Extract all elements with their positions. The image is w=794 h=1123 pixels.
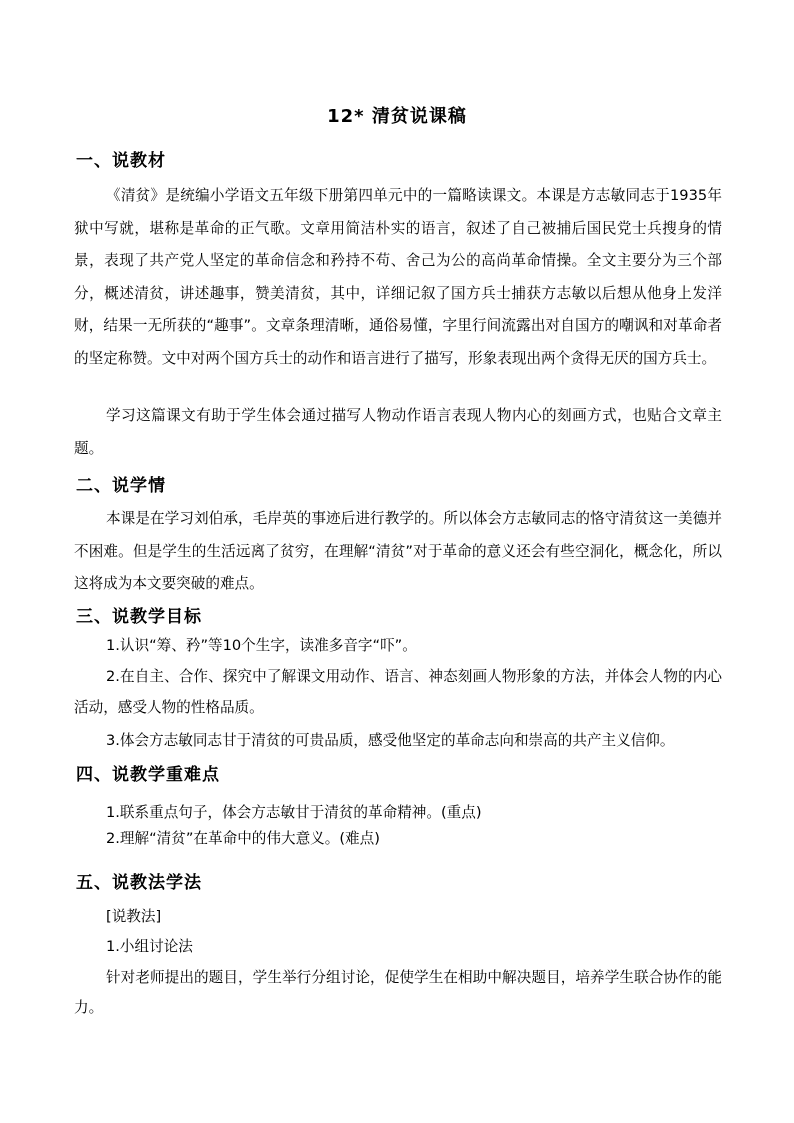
method-item-1: 1.小组讨论法 bbox=[106, 938, 193, 955]
document-title: 12* 清贫说课稿 bbox=[327, 106, 467, 127]
textbook-paragraph-2: 学习这篇课文有助于学生体会通过描写人物动作语言表现人物内心的刻画方式，也贴合文章主题。 bbox=[74, 407, 722, 457]
textbook-paragraph-1: 《清贫》是统编小学语文五年级下册第四单元中的一篇略读课文。本课是方志敏同志于1935年狱中写就，堪称是革命的正气歌。文章用简洁朴实的语言，叙述了自己被捕后国民党士兵搜身的情景，表现了共产党人坚定的革命信念和矜持不苟、舍己为公的高尚革命情操。全文主要分为三个部分，概述清贫，讲述趣事，赞美清贫，其中，详细记叙了国方兵士捕获方志敏以后想从他身上发洋财，结果一无所获的“趣事”。文章条理清晰，通俗易懂，字里行间流露出对自国方的嘲讽和对革命者的坚定称赞。文中对两个国方兵士的动作和语言进行了描写，形象表现出两个贪得无厌的国方兵士。 bbox=[74, 187, 722, 367]
section-heading-learners: 二、说学情 bbox=[76, 476, 166, 496]
objective-item-1: 1.认识“筹、矜”等10个生字，读准多音字“吓”。 bbox=[106, 637, 417, 654]
learners-paragraph: 本课是在学习刘伯承，毛岸英的事迹后进行教学的。所以体会方志敏同志的恪守清贫这一美德并不困难。但是学生的生活远离了贫穷，在理解“清贫”对于革命的意义还会有些空洞化，概念化，所以这将成为本文要突破的难点。 bbox=[74, 510, 722, 592]
objective-item-2: 2.在自主、合作、探究中了解课文用动作、语言、神态刻画人物形象的方法，并体会人物的内心活动，感受人物的性格品质。 bbox=[74, 668, 722, 716]
section-heading-objectives: 三、说教学目标 bbox=[76, 607, 202, 627]
key-point-item-1: 1.联系重点句子，体会方志敏甘于清贫的革命精神。(重点) bbox=[106, 804, 482, 821]
section-heading-key-points: 四、说教学重难点 bbox=[76, 765, 220, 785]
objective-item-3: 3.体会方志敏同志甘于清贫的可贵品质，感受他坚定的革命志向和崇高的共产主义信仰。 bbox=[106, 732, 675, 749]
section-heading-textbook: 一、说教材 bbox=[76, 151, 166, 171]
section-heading-methods: 五、说教法学法 bbox=[76, 873, 202, 893]
method-paragraph: 针对老师提出的题目，学生举行分组讨论，促使学生在相助中解决题目，培养学生联合协作的能力。 bbox=[74, 969, 722, 1016]
methods-subheading: [说教法] bbox=[106, 908, 162, 925]
key-point-item-2: 2.理解“清贫”在革命中的伟大意义。(难点) bbox=[106, 830, 380, 847]
